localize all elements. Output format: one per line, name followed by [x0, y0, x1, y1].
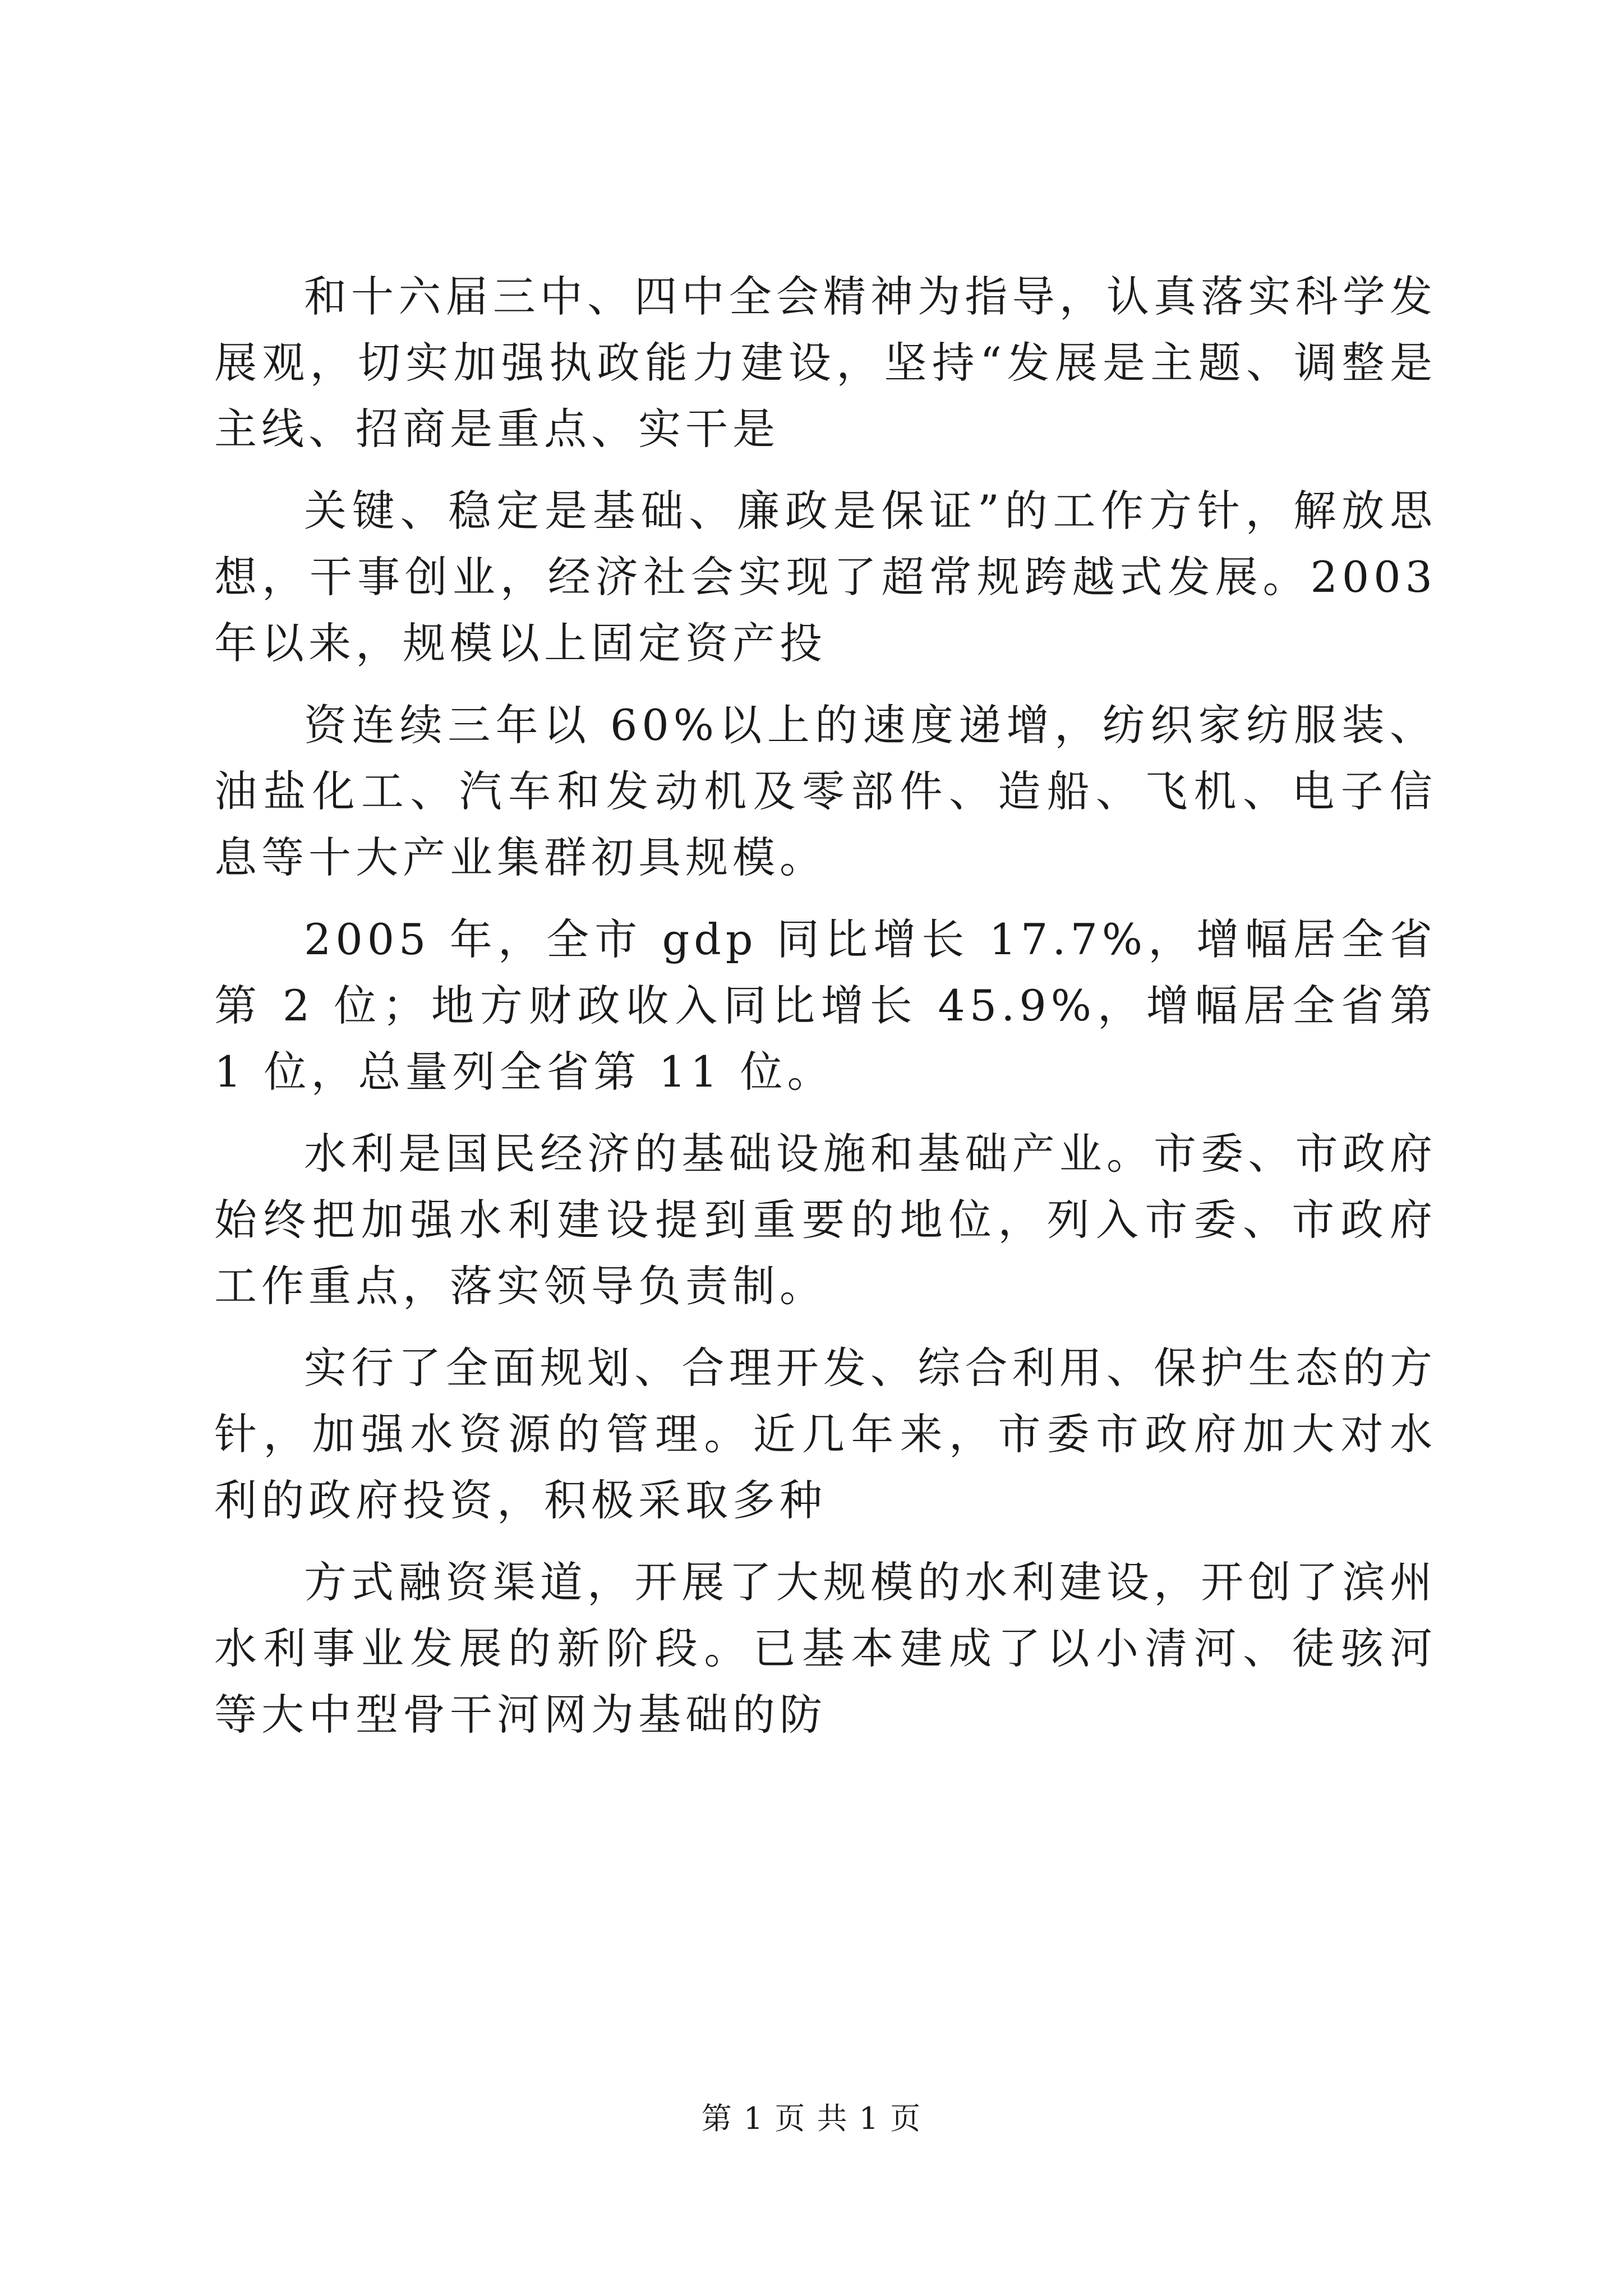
paragraph: 关键、稳定是基础、廉政是保证”的工作方针，解放思想，干事创业，经济社会实现了超常规跨越式发展。2003 年以来，规模以上固定资产投: [214, 486, 1437, 668]
paragraph: 方式融资渠道，开展了大规模的水利建设，开创了滨州水利事业发展的新阶段。已基本建成了以小清河、徒骇河等大中型骨干河网为基础的防: [214, 1557, 1437, 1740]
paragraph: 2005 年，全市 gdp 同比增长 17.7%，增幅居全省第 2 位；地方财政收入同比增长 45.9%，增幅居全省第 1 位，总量列全省第 11 位。: [214, 914, 1437, 1097]
paragraph: 水利是国民经济的基础设施和基础产业。市委、市政府始终把加强水利建设提到重要的地位，列入市委、市政府工作重点，落实领导负责制。: [214, 1129, 1437, 1311]
paragraph: 资连续三年以 60%以上的速度递增，纺织家纺服装、油盐化工、汽车和发动机及零部件、造船、飞机、电子信息等十大产业集群初具规模。: [214, 700, 1437, 882]
paragraph: 和十六届三中、四中全会精神为指导，认真落实科学发展观，切实加强执政能力建设，坚持“发展是主题、调整是主线、招商是重点、实干是: [214, 272, 1437, 454]
page-footer: 第 1 页 共 1 页: [701, 2101, 922, 2136]
document-body: [214, 264, 1437, 1764]
paragraph: 实行了全面规划、合理开发、综合利用、保护生态的方针，加强水资源的管理。近几年来，市委市政府加大对水利的政府投资，积极采取多种: [214, 1343, 1437, 1525]
